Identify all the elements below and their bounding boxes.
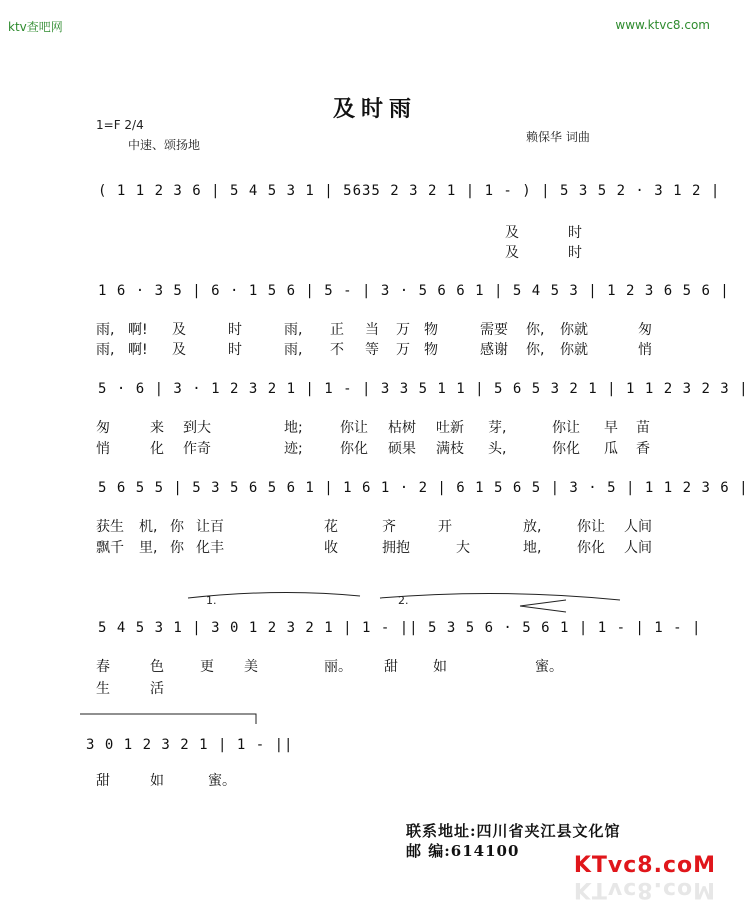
- lyric-word: 开: [438, 519, 452, 535]
- lyric-word: 齐: [382, 519, 396, 535]
- lyric-word: 你让: [577, 519, 605, 535]
- lyric-word: 你,: [526, 322, 545, 338]
- repeat-bracket-line: [80, 714, 256, 724]
- lyric-word: 早: [604, 420, 618, 436]
- lyric-word: 需要: [480, 322, 508, 338]
- song-title: 及时雨: [332, 96, 417, 122]
- volta-1-bracket: [188, 592, 360, 598]
- lyric-word: 更: [200, 659, 214, 675]
- watermark-left: ktv查吧网: [8, 20, 63, 34]
- lyric-word: 满枝: [436, 441, 464, 457]
- lyric-word: 时: [568, 225, 582, 241]
- lyric-word: 蜜。: [535, 659, 563, 675]
- key-signature: 1=F 2/4: [96, 118, 144, 132]
- lyric-word: 啊!: [128, 342, 148, 358]
- site-logo: KTvc8.coM: [573, 853, 716, 878]
- lyric-word: 如: [150, 773, 164, 789]
- volta-2-bracket: [380, 593, 620, 600]
- lyric-word: 及: [172, 322, 186, 338]
- lyric-word: 丽。: [324, 659, 352, 675]
- lyric-word: 花: [324, 519, 338, 535]
- lyric-word: 甜: [96, 773, 110, 789]
- lyric-word: 芽,: [488, 420, 507, 436]
- lyric-word: 香: [636, 441, 650, 457]
- lyric-word: 地;: [284, 420, 303, 436]
- lyric-word: 苗: [636, 420, 650, 436]
- lyric-word: 化: [150, 441, 164, 457]
- lyric-word: 你化: [340, 441, 368, 457]
- lyric-word: 悄: [638, 342, 652, 358]
- lyric-word: 万: [396, 342, 410, 358]
- lyric-word: 瓜: [604, 441, 618, 457]
- lyric-word: 飘千: [96, 540, 124, 556]
- lyric-word: 雨,: [284, 322, 303, 338]
- lyric-word: 当: [365, 322, 379, 338]
- lyric-word: 收: [324, 540, 338, 556]
- lyric-word: 头,: [488, 441, 507, 457]
- lyric-word: 匆: [96, 420, 110, 436]
- lyric-word: 雨,: [96, 342, 115, 358]
- lyric-word: 化丰: [196, 540, 224, 556]
- tempo-marking: 中速、颂扬地: [128, 138, 201, 152]
- lyric-word: 春: [96, 659, 110, 675]
- lyric-word: 时: [228, 342, 242, 358]
- lyric-word: 你: [170, 540, 184, 556]
- lyric-word: 你: [170, 519, 184, 535]
- lyric-word: 时: [228, 322, 242, 338]
- lyric-word: 匆: [638, 322, 652, 338]
- lyric-word: 雨,: [96, 322, 115, 338]
- lyric-word: 地,: [523, 540, 542, 556]
- lyric-word: 里,: [139, 540, 158, 556]
- notation-row-5: 5 4 5 3 1 | 3 0 1 2 3 2 1 | 1 - || 5 3 5 6 · 5 6 1 | 1 - | 1 - |: [98, 620, 702, 636]
- lyric-word: 获生: [96, 519, 124, 535]
- volta-2-label: 2.: [398, 594, 409, 607]
- lyric-word: 万: [396, 322, 410, 338]
- lyric-word: 正: [330, 322, 344, 338]
- lyric-word: 活: [150, 681, 164, 697]
- lyric-word: 雨,: [284, 342, 303, 358]
- lyric-word: 作奇: [183, 441, 211, 457]
- lyric-word: 时: [568, 245, 582, 261]
- notation-row-3: 5 · 6 | 3 · 1 2 3 2 1 | 1 - | 3 3 5 1 1 | 5 6 5 3 2 1 | 1 1 2 3 2 3 |: [98, 381, 749, 397]
- lyric-word: 拥抱: [382, 540, 410, 556]
- lyric-word: 及: [505, 245, 519, 261]
- lyric-word: 悄: [96, 441, 110, 457]
- footer-address: 联系地址:四川省夹江县文化馆: [406, 822, 621, 840]
- notation-row-1: ( 1 1 2 3 6 | 5 4 5 3 1 | 5635 2 3 2 1 | 1 - ) | 5 3 5 2 · 3 1 2 |: [98, 183, 721, 199]
- lyric-word: 生: [96, 681, 110, 697]
- lyric-word: 让百: [196, 519, 224, 535]
- lyric-word: 感谢: [480, 342, 508, 358]
- lyric-word: 放,: [523, 519, 542, 535]
- lyric-word: 及: [172, 342, 186, 358]
- lyric-word: 到大: [183, 420, 211, 436]
- lyric-word: 你让: [340, 420, 368, 436]
- lyric-word: 如: [433, 659, 447, 675]
- lyric-word: 你,: [526, 342, 545, 358]
- lyric-word: 你就: [560, 342, 588, 358]
- lyric-word: 物: [424, 322, 438, 338]
- lyric-word: 物: [424, 342, 438, 358]
- lyric-word: 迹;: [284, 441, 303, 457]
- crescendo-mark: [520, 600, 566, 612]
- lyric-word: 机,: [139, 519, 158, 535]
- lyric-word: 不: [330, 342, 344, 358]
- notation-row-6: 3 0 1 2 3 2 1 | 1 - ||: [86, 737, 294, 753]
- site-logo-reflection: KTvc8.coM: [573, 877, 716, 902]
- lyric-word: 等: [365, 342, 379, 358]
- lyric-word: 枯树: [388, 420, 416, 436]
- lyric-word: 你让: [552, 420, 580, 436]
- volta-1-label: 1.: [206, 594, 217, 607]
- lyric-word: 大: [456, 540, 470, 556]
- lyric-word: 甜: [384, 659, 398, 675]
- lyric-word: 人间: [624, 540, 652, 556]
- lyric-word: 吐新: [436, 420, 464, 436]
- lyric-word: 你就: [560, 322, 588, 338]
- lyric-word: 色: [150, 659, 164, 675]
- watermark-right: www.ktvc8.com: [615, 18, 710, 32]
- lyric-word: 蜜。: [208, 773, 236, 789]
- lyric-word: 你化: [552, 441, 580, 457]
- lyric-word: 美: [244, 659, 258, 675]
- notation-row-4: 5 6 5 5 | 5 3 5 6 5 6 1 | 1 6 1 · 2 | 6 1 5 6 5 | 3 · 5 | 1 1 2 3 6 |: [98, 480, 749, 496]
- lyric-word: 人间: [624, 519, 652, 535]
- lyric-word: 硕果: [388, 441, 416, 457]
- lyric-word: 来: [150, 420, 164, 436]
- lyric-word: 啊!: [128, 322, 148, 338]
- notation-row-2: 1 6 · 3 5 | 6 · 1 5 6 | 5 - | 3 · 5 6 6 1 | 5 4 5 3 | 1 2 3 6 5 6 |: [98, 283, 730, 299]
- footer-postcode: 邮 编:614100: [406, 842, 520, 860]
- lyric-word: 及: [505, 225, 519, 241]
- lyric-word: 你化: [577, 540, 605, 556]
- credits: 赖保华 词曲: [526, 130, 590, 144]
